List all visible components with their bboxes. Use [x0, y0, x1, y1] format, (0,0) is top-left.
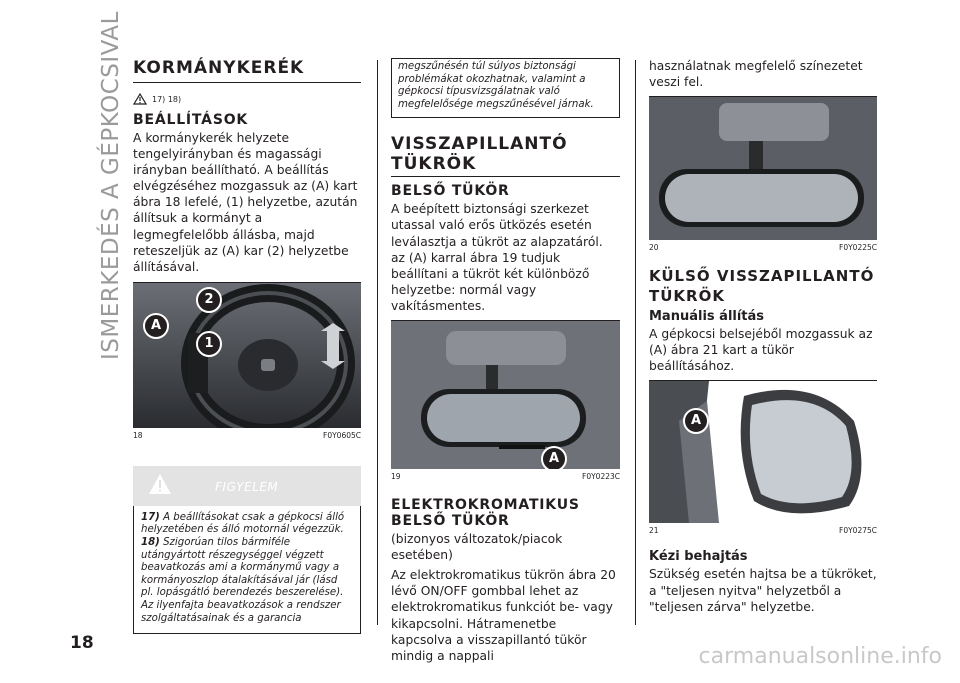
section-title: KORMÁNYKERÉK	[133, 58, 305, 78]
section-title: KÜLSŐ VISSZAPILLANTÓ TÜKRÖK	[649, 267, 875, 306]
interior-mirror-image	[391, 321, 620, 469]
exterior-mirror-image	[649, 381, 877, 523]
figure-19	[391, 320, 620, 481]
label-a-badge: A	[143, 313, 169, 339]
body-text: A gépkocsi belsejéből mozgassuk az (A) ábra 21 kart a tükör beállításához.	[649, 327, 873, 374]
column-divider	[635, 60, 636, 625]
continued-warning-box: megszűnésén túl súlyos biztonsági problémákat okozhatnak, valamint a gépkocsi típusvizsgálatnak való megfelelősége megszűnésével járnak.	[391, 58, 620, 118]
body-text: A kormánykerék helyzete tengelyirányban és magassági irányban beállítható. A beállítás elvégzéséhez mozgassuk az (A) kart ábra 18 lefelé, (1) helyzetbe, azután állítsuk a kormányt a legmegfelelőbb állásba, majd reteszeljük az (A) kar (2) helyzetbe állításával.	[133, 131, 358, 274]
subsection-title: BELSŐ TÜKÖR	[391, 183, 510, 200]
chapter-title: ISMERKEDÉS A GÉPKOCSIVAL	[98, 11, 124, 360]
figure-20	[649, 96, 877, 252]
figure-18	[133, 282, 361, 440]
page-number: 18	[70, 633, 94, 653]
warning-triangle-icon	[133, 93, 147, 105]
figure-caption: 21 F0Y0275C	[649, 526, 877, 536]
label-a-badge: A	[683, 408, 709, 434]
column-3	[649, 58, 877, 615]
body-text: (bizonyos változatok/piacok esetében)	[391, 532, 563, 563]
chapter-sidebar	[84, 11, 128, 360]
figure-caption: 20 F0Y0225C	[649, 243, 877, 253]
subsection-title: Manuális állítás	[649, 309, 765, 325]
ref-marks: 17) 18)	[133, 92, 361, 106]
subsection-title: BEÁLLÍTÁSOK	[133, 112, 249, 128]
figure-21	[649, 380, 877, 535]
electrochromic-mirror-image	[649, 97, 877, 240]
section-title: VISSZAPILLANTÓ TÜKRÖK	[391, 134, 568, 175]
subsection-title: Kézi behajtás	[649, 549, 748, 565]
body-text: Az elektrokromatikus tükrön ábra 20 lévő ON/OFF gombbal lehet az elektrokromatikus funkciót be- vagy kikapcsolni. Hátramenetbe kapcsolva a visszapillantó tükör mindig a nappali	[391, 568, 616, 663]
steering-wheel-image	[133, 283, 361, 428]
warning-header	[133, 466, 361, 506]
column-2	[391, 58, 620, 664]
warning-icon	[147, 472, 173, 496]
column-divider	[377, 60, 378, 625]
body-text: A beépített biztonsági szerkezet utassal való erős ütközés esetén leválasztja a tükröt az alapzatáról. az (A) karral ábra 19 tudjuk beállítani a tükröt két különböző helyzetbe: normál vagy vakításmentes.	[391, 202, 603, 313]
label-a-badge: A	[541, 446, 567, 469]
label-2-badge: 2	[196, 287, 222, 313]
figure-caption: 18 F0Y0605C	[133, 430, 361, 440]
body-text: használatnak megfelelő színezetet veszi fel.	[649, 59, 863, 90]
warning-item: 18) Szigorúan tilos bármiféle utángyártott részegységgel végzett beavatkozás ami a kormánymű vagy a kormányoszlop átalakításával jár (lásd pl. lopásgátló berendezés beszerelése). Az ilyenfajta beavatkozások a rendszer szolgáltatásainak és a garancia	[141, 537, 344, 624]
warning-item: 17) A beállításokat csak a gépkocsi álló helyzetében és álló motornál végezzük.	[141, 511, 345, 536]
warning-title: FIGYELEM	[215, 479, 279, 494]
subsection-title: ELEKTROKROMATIKUS BELSŐ TÜKÖR	[391, 497, 580, 530]
watermark: carmanualsonline.info	[698, 644, 942, 669]
warning-body	[133, 506, 361, 634]
body-text: Szükség esetén hajtsa be a tükröket, a "teljesen nyitva" helyzetből a "teljesen zárva" helyzetbe.	[649, 567, 877, 614]
column-1	[133, 58, 361, 634]
figure-caption: 19 F0Y0223C	[391, 472, 620, 482]
label-1-badge: 1	[196, 331, 222, 357]
